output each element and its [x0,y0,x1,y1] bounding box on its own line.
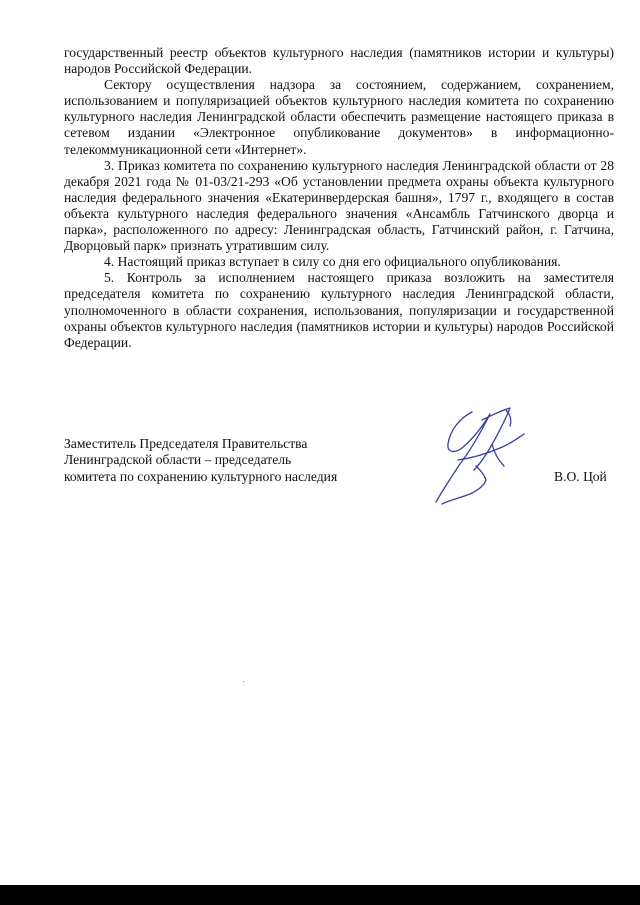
paragraph-publication: Сектору осуществления надзора за состоянием, содержанием, сохранением, использованием и популяризацией объектов культурного наследия комитета по сохранению культурного наследия Ленинградской области обеспечить размещение настоящего приказа в сетевом издании «Электронное опубликование документов» в информационно-телекоммуникационной сети «Интернет». [64,77,614,157]
paragraph-continuation: государственный реестр объектов культурного наследия (памятников истории и культуры) народов Российской Федерации. [64,45,614,77]
document-body [64,45,614,351]
paragraph-item-4: 4. Настоящий приказ вступает в силу со дня его официального опубликования. [104,254,561,270]
paragraph-item-5: 5. Контроль за исполнением настоящего приказа возложить на заместителя председателя комитета по сохранению культурного наследия Ленинградской области, уполномоченного в области сохранения, использования, популяризации и государственной охраны объектов культурного наследия (памятников истории и культуры) народов Российской Федерации. [64,270,614,350]
scan-speck [243,681,244,682]
handwritten-signature [420,400,540,520]
signatory-name: В.О. Цой [554,469,607,484]
paragraph-item-3: 3. Приказ комитета по сохранению культурного наследия Ленинградской области от 28 декабря 2021 года № 01-03/21-293 «Об установлении предмета охраны объекта культурного наследия федерального значения «Екатеринвердерская башня», 1797 г., входящего в состав объекта культурного наследия федерального значения «Ансамбль Гатчинского дворца и парка», расположенного по адресу: Ленинградская область, Гатчинский район, г. Гатчина, Дворцовый парк» признать утратившим силу. [64,157,614,254]
signatory-title-line: Ленинградской области – председатель [64,452,292,468]
scan-bottom-border [0,885,640,905]
signatory-title-line: Заместитель Председателя Правительства [64,436,308,451]
signatory-title [64,436,444,485]
signatory-title-line: комитета по сохранению культурного наследия [64,468,338,484]
